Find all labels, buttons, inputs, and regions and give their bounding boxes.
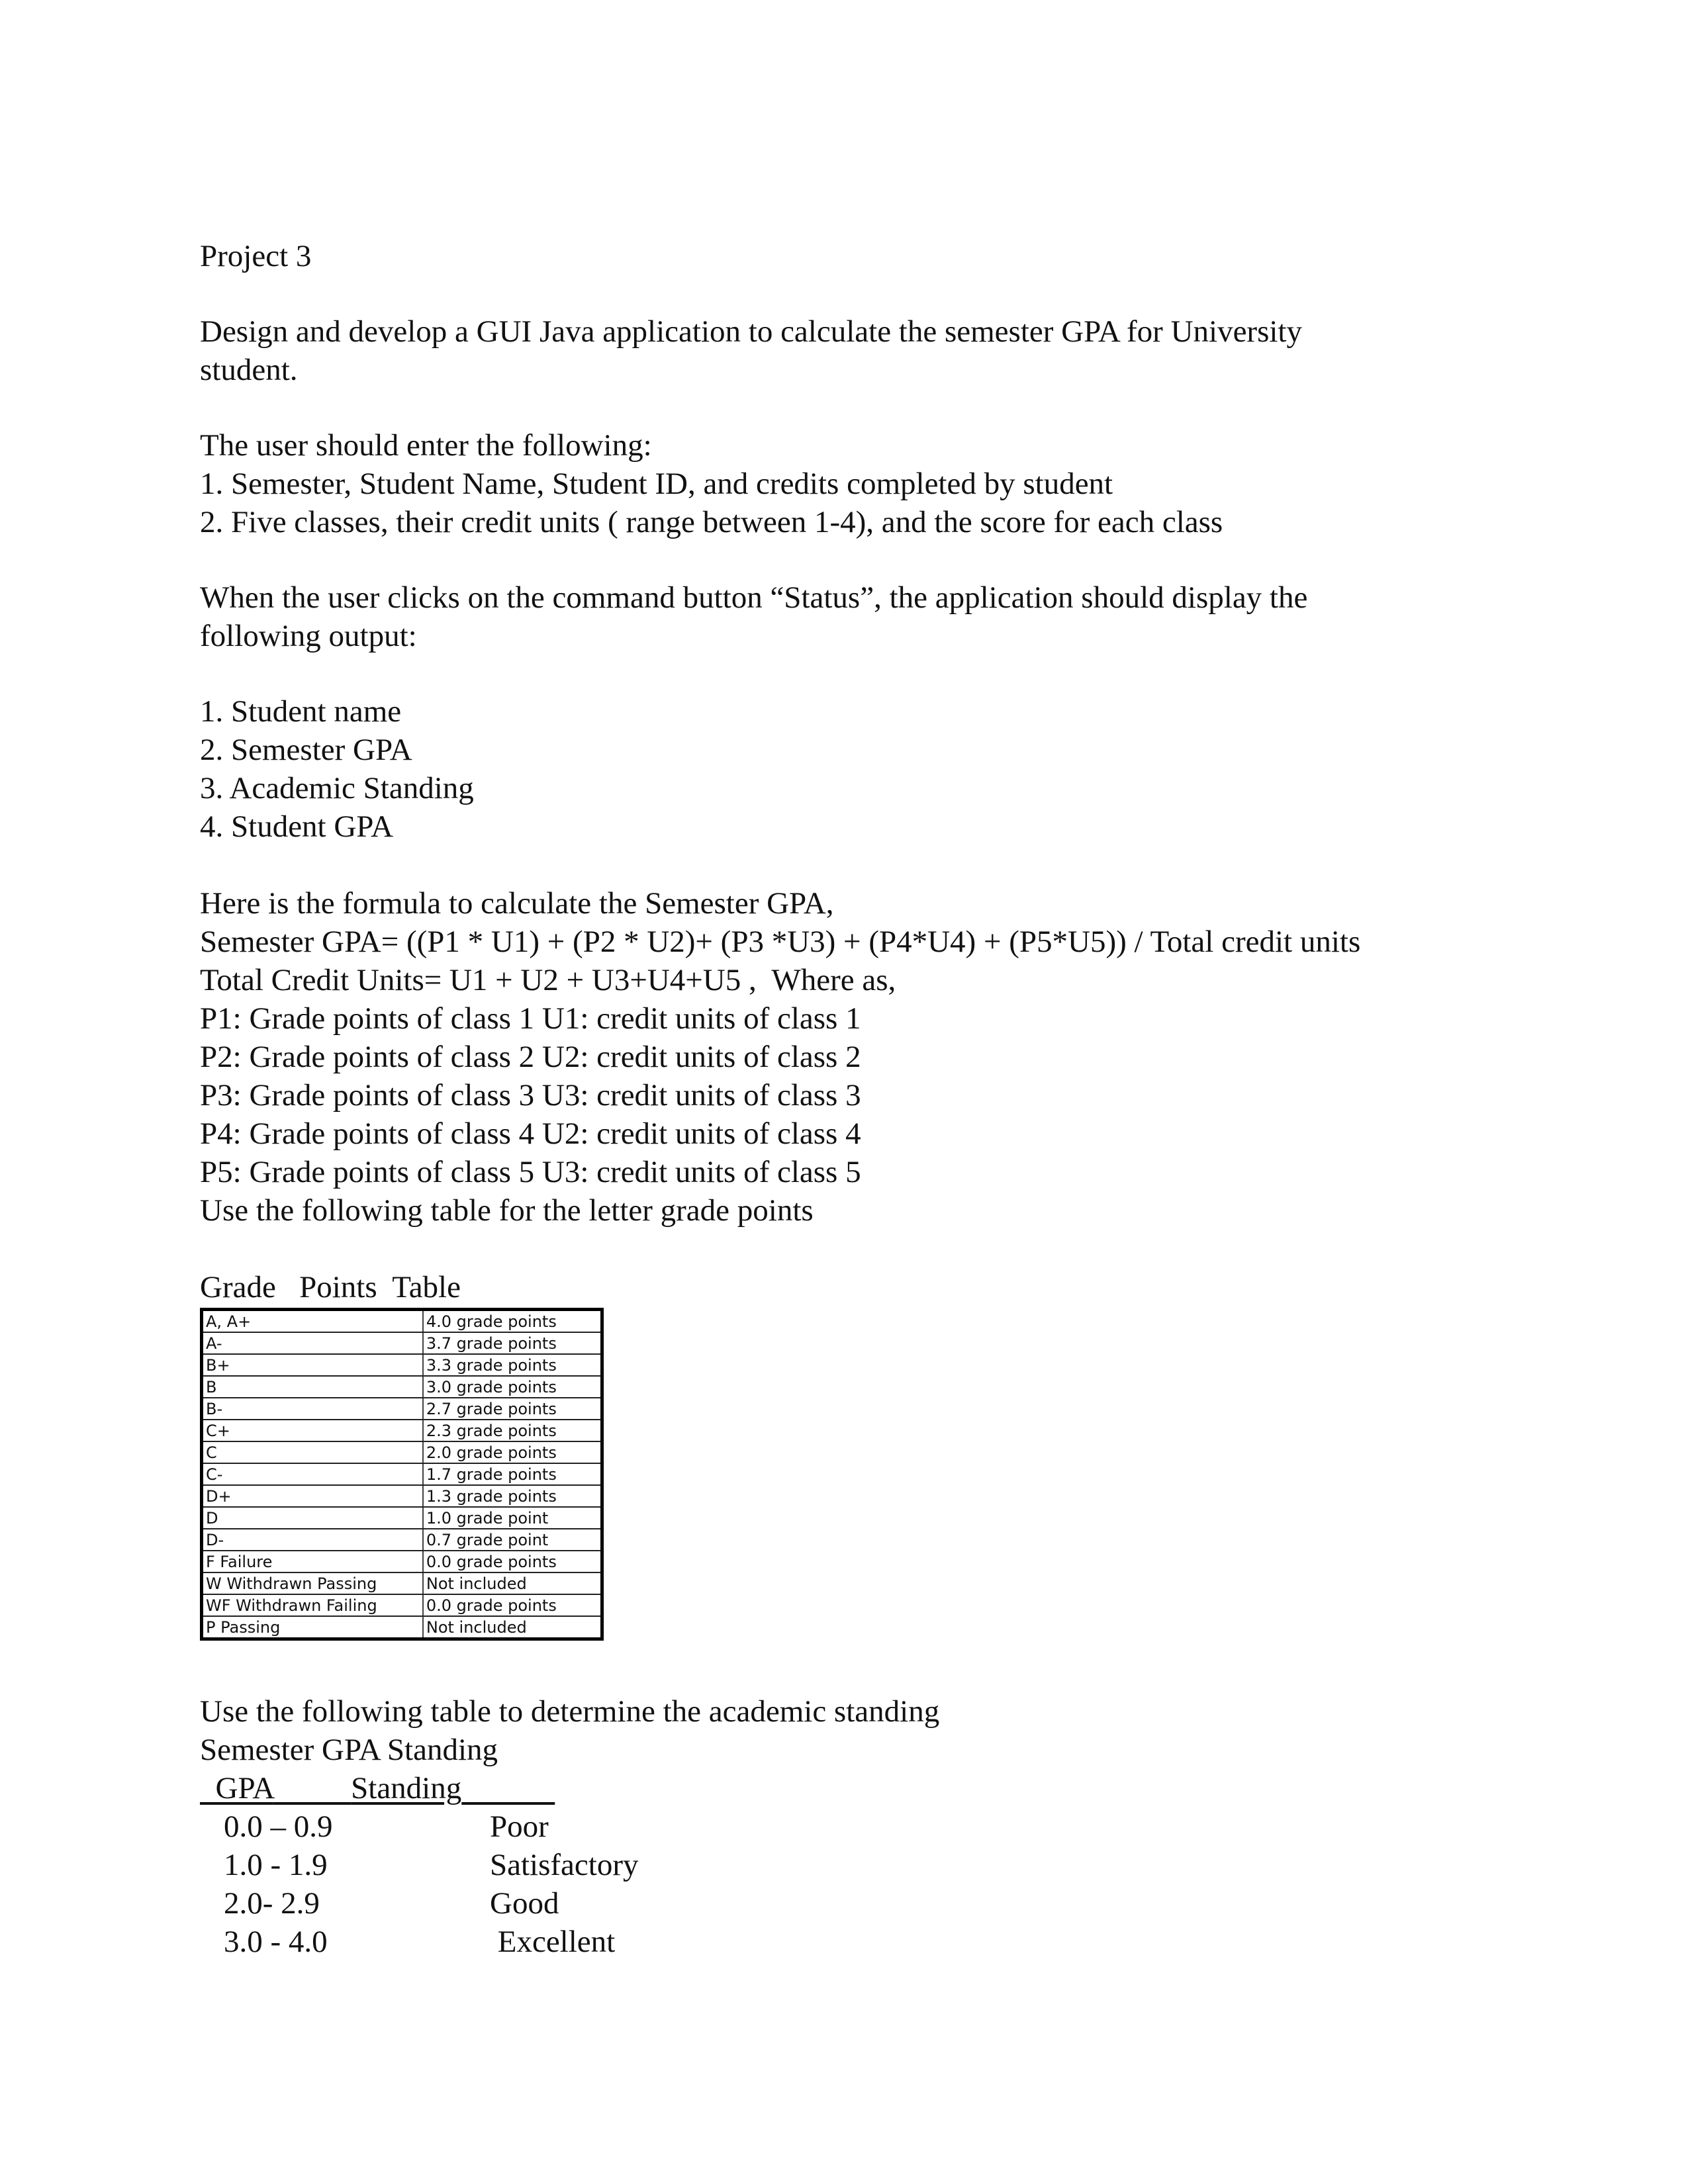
grade-table-row xyxy=(202,1310,602,1333)
grade-points-value: 3.3 grade points xyxy=(423,1354,602,1376)
grade-table-row xyxy=(202,1354,602,1376)
grade-points-value: 4.0 grade points xyxy=(423,1310,602,1333)
standing-row xyxy=(200,1846,1491,1884)
standing-label: Excellent xyxy=(490,1925,616,1959)
input-item-1: 1. Semester, Student Name, Student ID, and credits completed by student xyxy=(200,467,1113,501)
grade-letter: B+ xyxy=(202,1354,423,1376)
formula-p5: P5: Grade points of class 5 U3: credit units of class 5 xyxy=(200,1155,861,1189)
grade-table-row xyxy=(202,1485,602,1507)
intro-line-1: Design and develop a GUI Java application to calculate the semester GPA for University xyxy=(200,314,1302,349)
grade-table-row xyxy=(202,1398,602,1420)
grade-points-value: 0.0 grade points xyxy=(423,1551,602,1572)
standing-label: Satisfactory xyxy=(490,1848,639,1882)
grade-points-value: 1.3 grade points xyxy=(423,1485,602,1507)
spacer xyxy=(200,846,1491,884)
standing-header xyxy=(200,1769,1491,1807)
grade-points-value: 2.0 grade points xyxy=(423,1441,602,1463)
grade-points-value: 3.0 grade points xyxy=(423,1376,602,1398)
grade-letter: D- xyxy=(202,1529,423,1551)
grade-points-value: 0.0 grade points xyxy=(423,1594,602,1616)
grade-table-title: Grade Points Table xyxy=(200,1270,461,1304)
spacer xyxy=(200,389,1491,426)
formula-p3: P3: Grade points of class 3 U3: credit units of class 3 xyxy=(200,1078,861,1113)
grade-letter: W Withdrawn Passing xyxy=(202,1572,423,1594)
project-title: Project 3 xyxy=(200,239,312,273)
standing-gpa-range: 2.0- 2.9 xyxy=(224,1886,320,1921)
grade-points-value: 1.0 grade point xyxy=(423,1507,602,1529)
spacer xyxy=(200,275,1491,312)
spacer xyxy=(200,541,1491,578)
grade-table-row xyxy=(202,1441,602,1463)
grade-table-row xyxy=(202,1551,602,1572)
grade-table-intro: Use the following table for the letter grade points xyxy=(200,1193,814,1228)
intro-line-2: student. xyxy=(200,353,298,387)
grade-letter: D+ xyxy=(202,1485,423,1507)
standing-gpa-range: 0.0 – 0.9 xyxy=(224,1809,333,1844)
output-intro-line-2: following output: xyxy=(200,619,417,653)
grade-points-value: 1.7 grade points xyxy=(423,1463,602,1485)
grade-letter: B xyxy=(202,1376,423,1398)
grade-points-value: 2.7 grade points xyxy=(423,1398,602,1420)
input-heading: The user should enter the following: xyxy=(200,428,652,463)
grade-table-row xyxy=(202,1507,602,1529)
grade-points-value: Not included xyxy=(426,1617,527,1637)
output-item-4: 4. Student GPA xyxy=(200,809,394,844)
spacer xyxy=(200,1641,1491,1692)
grade-letter: WF Withdrawn Failing xyxy=(202,1594,423,1616)
standing-row xyxy=(200,1884,1491,1923)
input-item-2: 2. Five classes, their credit units ( range between 1-4), and the score for each class xyxy=(200,505,1223,539)
standing-header-standing: Standing xyxy=(351,1771,462,1805)
document-page xyxy=(200,237,1491,1961)
grade-letter: A- xyxy=(202,1332,423,1354)
grade-table-row xyxy=(202,1572,602,1594)
grade-table-row xyxy=(202,1376,602,1398)
grade-letter: C xyxy=(202,1441,423,1463)
grade-letter: C+ xyxy=(202,1420,423,1441)
underline-spacer xyxy=(273,1771,352,1805)
grade-points-value: 3.7 grade points xyxy=(423,1332,602,1354)
grade-table-row xyxy=(202,1529,602,1551)
standing-row xyxy=(200,1807,1491,1846)
output-intro-line-1: When the user clicks on the command button “Status”, the application should display the xyxy=(200,580,1308,615)
grade-letter: C- xyxy=(202,1463,423,1485)
grade-points-value: 2.3 grade points xyxy=(423,1420,602,1441)
standing-header-gpa: GPA xyxy=(215,1771,273,1805)
standing-row xyxy=(200,1923,1491,1961)
formula-semester-gpa: Semester GPA= ((P1 * U1) + (P2 * U2)+ (P3 *U3) + (P4*U4) + (P5*U5)) / Total credit units xyxy=(200,925,1361,959)
formula-p2: P2: Grade points of class 2 U2: credit units of class 2 xyxy=(200,1040,861,1074)
grade-table-row xyxy=(202,1332,602,1354)
underline-spacer xyxy=(200,1771,216,1805)
grade-points-table xyxy=(200,1308,604,1641)
formula-p4: P4: Grade points of class 4 U2: credit units of class 4 xyxy=(200,1116,861,1151)
grade-letter: D xyxy=(202,1507,423,1529)
standing-title: Semester GPA Standing xyxy=(200,1733,498,1767)
grade-points-value: 0.7 grade point xyxy=(423,1529,602,1551)
grade-table-row xyxy=(202,1463,602,1485)
grade-table-row xyxy=(202,1594,602,1616)
output-item-3: 3. Academic Standing xyxy=(200,771,474,805)
underline-spacer xyxy=(461,1771,555,1805)
standing-label: Poor xyxy=(490,1809,549,1844)
grade-letter: B- xyxy=(202,1398,423,1420)
standing-label: Good xyxy=(490,1886,559,1921)
grade-table-row xyxy=(202,1616,602,1639)
spacer xyxy=(200,655,1491,692)
standing-rows xyxy=(200,1807,1491,1961)
formula-p1: P1: Grade points of class 1 U1: credit units of class 1 xyxy=(200,1001,861,1036)
formula-intro: Here is the formula to calculate the Semester GPA, xyxy=(200,886,834,921)
grade-points-value: Not included xyxy=(423,1572,602,1594)
spacer xyxy=(200,1230,1491,1268)
output-item-1: 1. Student name xyxy=(200,694,402,729)
grade-letter: A, A+ xyxy=(202,1310,423,1333)
grade-letter: P Passing xyxy=(202,1616,423,1639)
output-item-2: 2. Semester GPA xyxy=(200,733,412,767)
standing-intro: Use the following table to determine the academic standing xyxy=(200,1694,940,1729)
grade-table-row xyxy=(202,1420,602,1441)
standing-gpa-range: 1.0 - 1.9 xyxy=(224,1848,328,1882)
formula-total-credit-units: Total Credit Units= U1 + U2 + U3+U4+U5 , Where as, xyxy=(200,963,896,997)
grade-points-table-body xyxy=(202,1310,602,1639)
grade-letter: F Failure xyxy=(202,1551,423,1572)
standing-gpa-range: 3.0 - 4.0 xyxy=(224,1925,328,1959)
